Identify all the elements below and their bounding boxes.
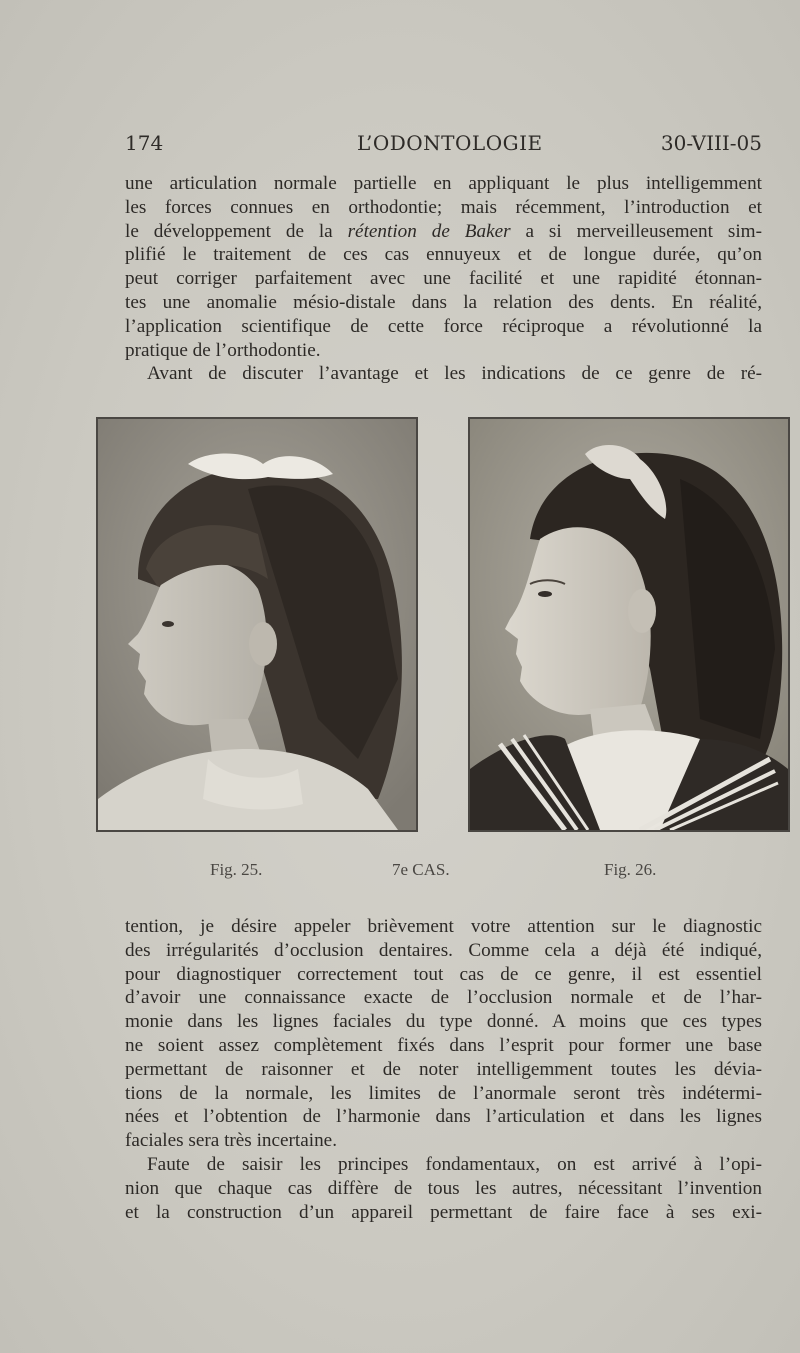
text-line: peut corriger parfaitement avec une facilité et une rapidité étonnan- — [125, 268, 762, 290]
portrait-profile-right — [470, 419, 788, 830]
figure-26-caption: Fig. 26. — [604, 860, 657, 879]
journal-title: L’ODONTOLOGIE — [357, 131, 543, 155]
text-line: Avant de discuter l’avantage et les indications de ce genre de ré- — [147, 363, 762, 385]
text-line: monie dans les lignes faciales du type donné. A moins que ces types — [125, 1011, 762, 1033]
text-fragment: a si merveilleusement sim- — [510, 220, 762, 242]
text-line — [125, 220, 762, 244]
paragraph-3 — [125, 915, 762, 1224]
text-line: ne soient assez complètement fixés dans l’esprit pour former une base — [125, 1034, 762, 1056]
page-header — [125, 131, 762, 165]
text-line: les forces connues en orthodontie; mais récemment, l’introduction et — [125, 196, 762, 218]
text-line: Faute de saisir les principes fondamentaux, on est arrivé à l’opi- — [147, 1153, 762, 1175]
page-number: 174 — [125, 131, 164, 155]
text-line: nion que chaque cas diffère de tous les autres, nécessitant l’invention — [125, 1177, 762, 1199]
text-line: l’application scientifique de cette force réciproque a révolutionné la — [125, 315, 762, 337]
text-line: tention, je désire appeler brièvement votre attention sur le diagnostic — [125, 916, 762, 937]
text-line: nées et l’obtention de l’harmonie dans l’articulation et dans les lignes — [125, 1106, 762, 1128]
text-line: permettant de raisonner et de noter intelligemment toutes les dévia- — [125, 1058, 762, 1080]
paragraph-1 — [125, 172, 762, 386]
portrait-profile-left — [98, 419, 416, 830]
text-line: des irrégularités d’occlusion dentaires. Comme cela a déjà été indiqué, — [125, 939, 762, 961]
italic-term: rétention de Baker — [347, 220, 511, 242]
text-line: faciales sera très incertaine. — [125, 1130, 337, 1152]
case-caption: 7e CAS. — [392, 860, 450, 879]
text-line: tes une anomalie mésio-distale dans la relation des dents. En réalité, — [125, 291, 762, 313]
text-line: tions de la normale, les limites de l’anormale seront très indétermi- — [125, 1082, 762, 1104]
text-line: plifié le traitement de ces cas ennuyeux et de longue durée, qu’on — [125, 244, 762, 266]
figure-26-photo — [468, 417, 790, 832]
text-line: d’avoir une connaissance exacte de l’occlusion normale et de l’har- — [125, 987, 762, 1009]
figure-25-caption: Fig. 25. — [210, 860, 263, 879]
text-line: une articulation normale partielle en appliquant le plus intelligemment — [125, 173, 762, 194]
issue-date: 30-VIII-05 — [660, 131, 762, 155]
text-line: pour diagnostiquer correctement tout cas de ce genre, il est essentiel — [125, 963, 762, 985]
text-fragment: le développement de la — [125, 220, 348, 242]
text-line: et la construction d’un appareil permettant de faire face à ses exi- — [125, 1201, 762, 1223]
figure-25-photo — [96, 417, 418, 832]
text-line: pratique de l’orthodontie. — [125, 339, 321, 361]
